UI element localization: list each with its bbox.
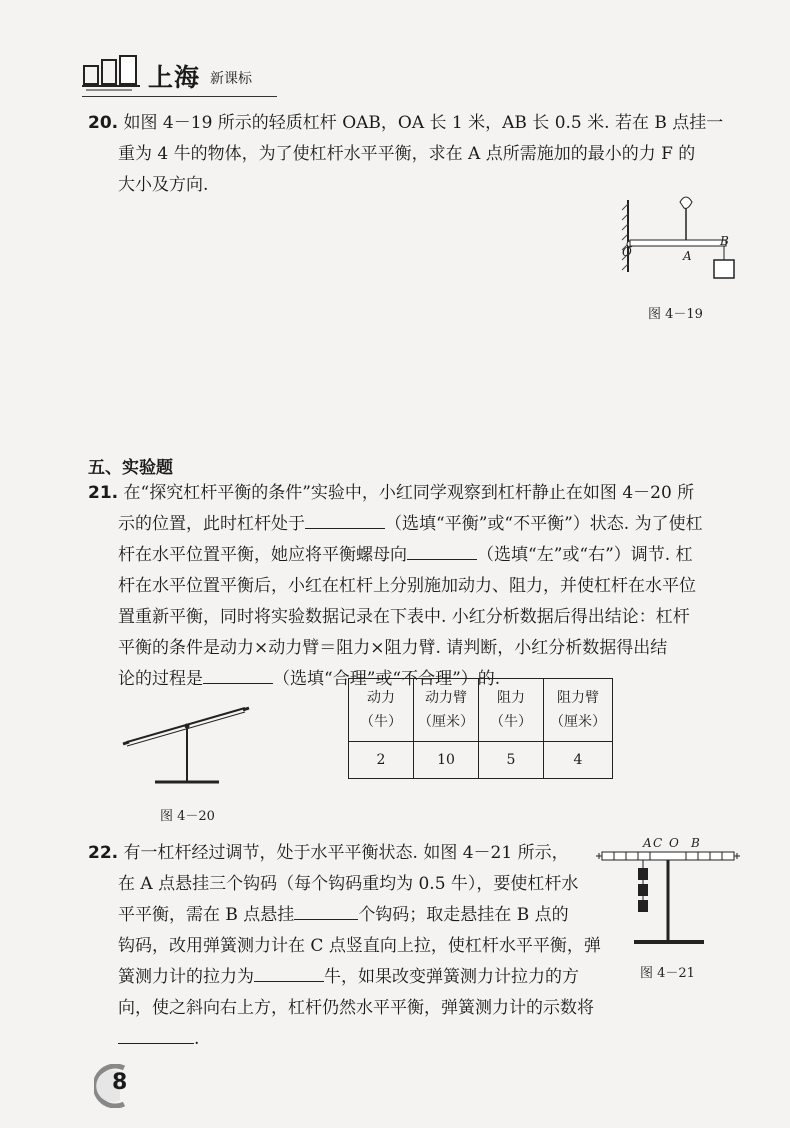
label-b: B [720, 234, 729, 248]
table-cell: 5 [479, 742, 544, 779]
question-22 [88, 838, 608, 1055]
table-header-cell: 阻力臂 （厘米） [544, 679, 613, 742]
question-number: 21. [88, 483, 119, 503]
table-row [349, 742, 613, 779]
label-a: A [683, 249, 692, 263]
question-text-line: 如图 4－19 所示的轻质杠杆 OAB，OA 长 1 米，AB 长 0.5 米. 若在 B 点挂一 [123, 113, 724, 133]
answer-blank[interactable] [294, 901, 358, 920]
question-text-line: （选填“合理”或“不合理”）的. [273, 669, 501, 689]
question-text-line: 大小及方向. [118, 175, 209, 195]
question-21 [88, 478, 748, 695]
table-cell: 2 [349, 742, 414, 779]
question-text-line: 杆在水平位置平衡，她应将平衡螺母向 [118, 545, 407, 565]
figure-caption: 图 4－19 [648, 307, 703, 322]
table-cell: 10 [414, 742, 479, 779]
table-cell: 4 [544, 742, 613, 779]
answer-blank[interactable] [254, 963, 324, 982]
label-c: C [653, 836, 663, 850]
table-header-cell: 动力臂 （厘米） [414, 679, 479, 742]
header-title: 上海 [148, 63, 201, 92]
question-text-line: 置重新平衡，同时将实验数据记录在下表中. 小红分析数据后得出结论：杠杆 [118, 607, 690, 627]
question-text-line: 在“探究杠杆平衡的条件”实验中，小红同学观察到杠杆静止在如图 4－20 所 [123, 483, 695, 503]
table-header-cell: 阻力 （牛） [479, 679, 544, 742]
answer-blank[interactable] [407, 541, 477, 560]
question-text-line: 在 A 点悬挂三个钩码（每个钩码重均为 0.5 牛），要使杠杆水 [118, 874, 579, 894]
question-text-line: （选填“左”或“右”）调节. 杠 [477, 545, 693, 565]
question-number: 22. [88, 843, 119, 863]
figure-caption: 图 4－21 [640, 966, 695, 981]
table-header-cell: 动力 （牛） [349, 679, 414, 742]
question-text-line: . [194, 1029, 200, 1049]
question-text-line: 平平衡，需在 B 点悬挂 [118, 905, 295, 925]
label-b: B [691, 836, 700, 850]
question-number: 20. [88, 113, 119, 133]
label-a: A [643, 836, 652, 850]
question-text-line: 簧测力计的拉力为 [118, 967, 254, 987]
section-title: 五、实验题 [88, 458, 173, 478]
question-text-line: 个钩码；取走悬挂在 B 点的 [358, 905, 569, 925]
table-header-row [349, 679, 613, 742]
question-text-line: （选填“平衡”或“不平衡”）状态. 为了使杠 [385, 514, 703, 534]
answer-blank[interactable] [118, 1025, 194, 1044]
question-text-line: 杆在水平位置平衡后，小红在杠杆上分别施加动力、阻力，并使杠杆在水平位 [118, 576, 696, 596]
figure-4-21 [596, 848, 746, 958]
question-text-line: 示的位置，此时杠杆处于 [118, 514, 305, 534]
answer-blank[interactable] [305, 510, 385, 529]
header-subtitle: 新课标 [210, 71, 252, 87]
figure-caption: 图 4－20 [160, 809, 215, 824]
question-text-line: 钩码，改用弹簧测力计在 C 点竖直向上拉，使杠杆水平平衡，弹 [118, 936, 601, 956]
data-table [348, 678, 613, 779]
label-o: O [622, 245, 632, 259]
question-text-line: 有一杠杆经过调节，处于水平平衡状态. 如图 4－21 所示， [123, 843, 569, 863]
question-text-line: 平衡的条件是动力×动力臂＝阻力×阻力臂. 请判断，小红分析数据得出结 [118, 638, 668, 658]
answer-blank[interactable] [203, 665, 273, 684]
figure-4-20 [115, 698, 265, 798]
question-text-line: 重为 4 牛的物体，为了使杠杆水平平衡，求在 A 点所需施加的最小的力 F 的 [118, 144, 696, 164]
question-text-line: 论的过程是 [118, 669, 203, 689]
header-logo-icon [82, 52, 142, 92]
page-number: 8 [112, 1070, 128, 1095]
question-text-line: 牛，如果改变弹簧测力计拉力的方 [324, 967, 579, 987]
header-divider [82, 96, 277, 97]
label-o: O [669, 836, 679, 850]
question-20 [88, 108, 738, 201]
question-text-line: 向，使之斜向右上方，杠杆仍然水平平衡，弹簧测力计的示数将 [118, 998, 594, 1018]
